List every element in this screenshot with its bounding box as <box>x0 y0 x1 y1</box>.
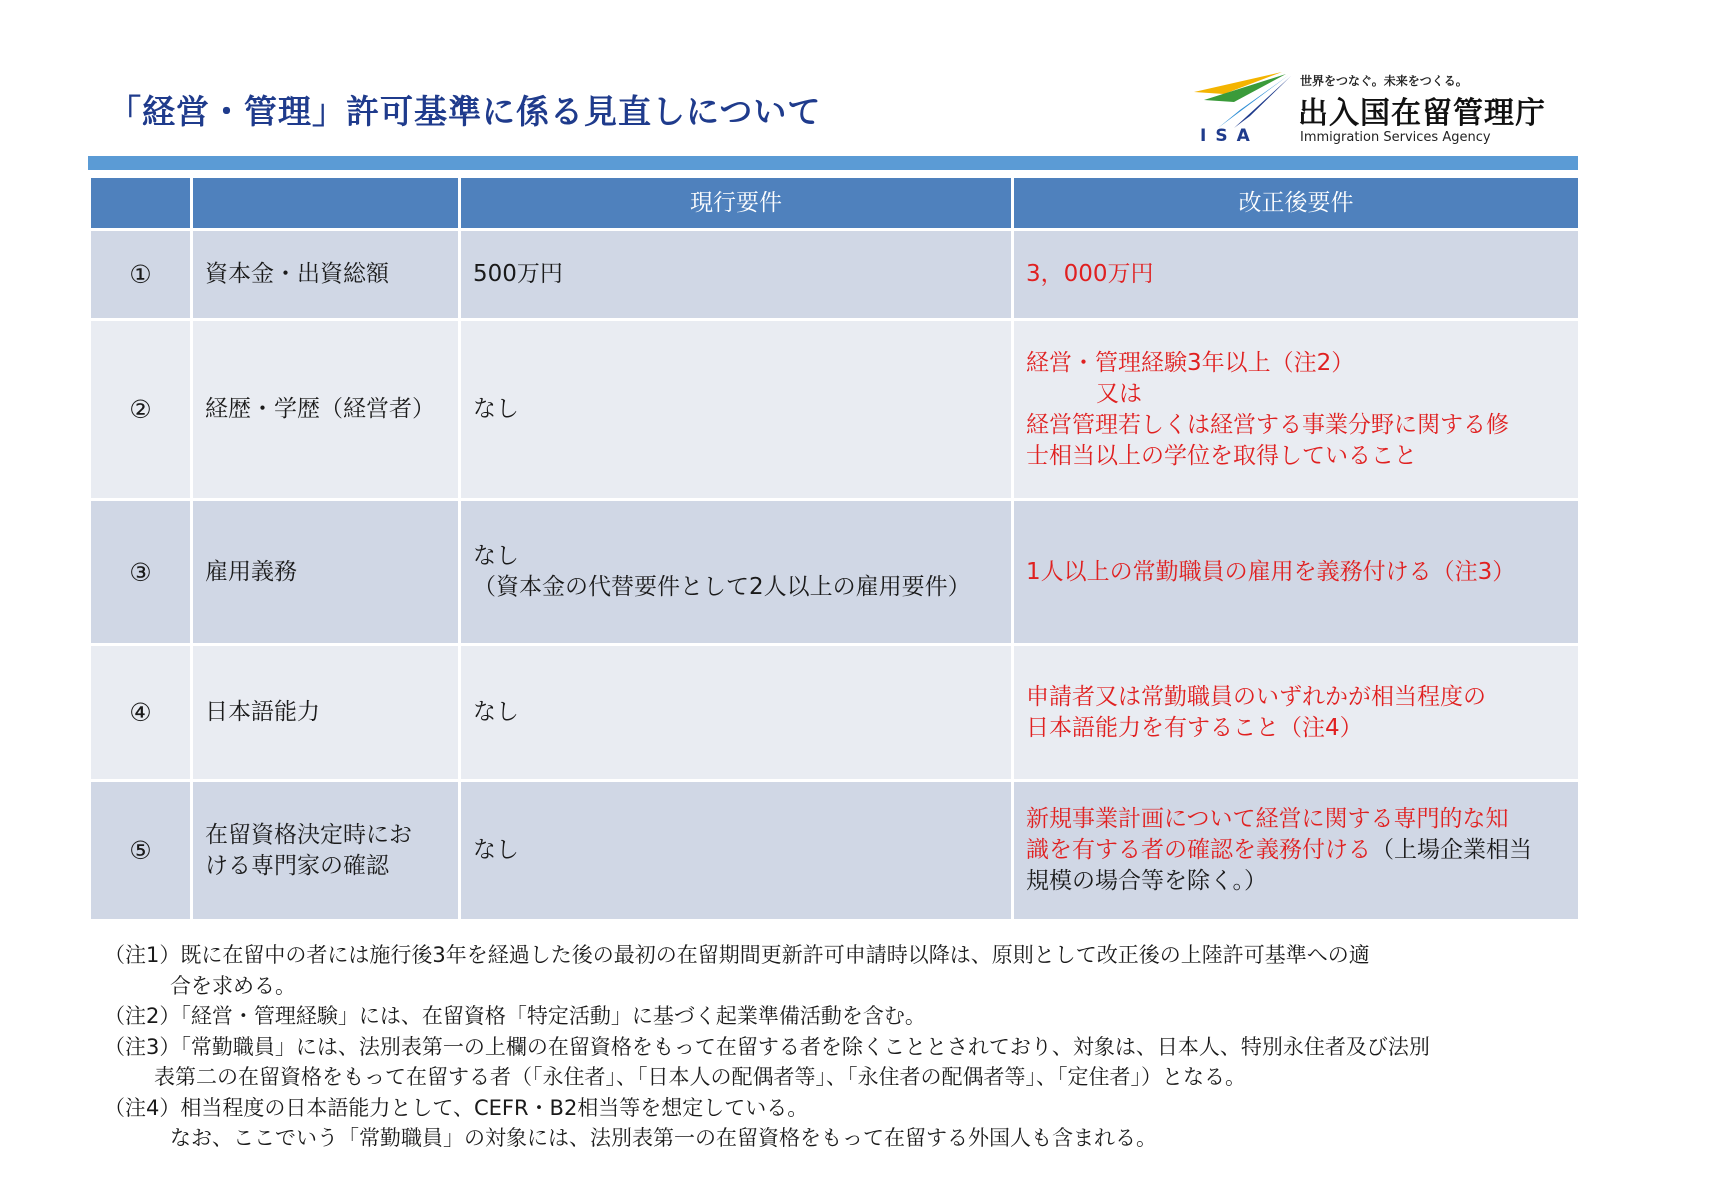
note-3: （注3）「常勤職員」には、法別表第一の上欄の在留資格をもって在留する者を除くこととされており、対象は、日本人、特別永住者及び法別 <box>104 1034 1430 1059</box>
requirements-table <box>88 175 1581 922</box>
note-1-cont: 合を求める。 <box>170 973 296 998</box>
footnotes <box>104 940 1584 1154</box>
row-current: なし <box>460 781 1013 921</box>
table-header-row <box>90 177 1580 230</box>
note-4: （注4）相当程度の日本語能力として、CEFR・B2相当等を想定している。 <box>104 1095 809 1120</box>
current-line: なし <box>473 543 519 569</box>
header-number <box>90 177 192 230</box>
row-revised <box>1013 500 1580 645</box>
item-line: 在留資格決定時にお <box>205 821 412 848</box>
revised-line: 識を有する者の確認を義務付ける <box>1026 837 1371 863</box>
revised-line: 士相当以上の学位を取得していること <box>1026 442 1417 469</box>
row-current <box>460 500 1013 645</box>
logo-tagline: 世界をつなぐ。未来をつくる。 <box>1300 74 1468 88</box>
revised-line: 申請者又は常勤職員のいずれかが相当程度の <box>1026 683 1486 710</box>
row-revised <box>1013 781 1580 921</box>
revised-line: 経営管理若しくは経営する事業分野に関する修 <box>1026 411 1509 438</box>
table-row <box>90 500 1580 645</box>
table-row <box>90 230 1580 320</box>
row-current: なし <box>460 320 1013 500</box>
row-number: ④ <box>90 645 192 781</box>
logo-abbr: ISA <box>1200 126 1259 146</box>
note-4-cont: なお、ここでいう「常勤職員」の対象には、法別表第一の在留資格をもって在留する外国人も含まれる。 <box>170 1126 1157 1150</box>
revised-line: 経営・管理経験3年以上（注2） <box>1026 349 1355 376</box>
row-number: ③ <box>90 500 192 645</box>
row-current: 500万円 <box>460 230 1013 320</box>
row-item <box>192 781 460 921</box>
table-row <box>90 645 1580 781</box>
revised-line: 日本語能力を有すること（注4） <box>1026 714 1363 741</box>
row-revised <box>1013 230 1580 320</box>
row-current: なし <box>460 645 1013 781</box>
revised-line: 又は <box>1096 380 1142 407</box>
row-number: ⑤ <box>90 781 192 921</box>
agency-name-en: Immigration Services Agency <box>1300 130 1491 145</box>
table-row <box>90 320 1580 500</box>
note-1: （注1）既に在留中の者には施行後3年を経過した後の最初の在留期間更新許可申請時以降は、原則として改正後の上陸許可基準への適 <box>104 943 1370 967</box>
item-line: ける専門家の確認 <box>205 852 389 879</box>
row-item: 雇用義務 <box>192 500 460 645</box>
row-item: 日本語能力 <box>192 645 460 781</box>
header-revised: 改正後要件 <box>1013 177 1580 230</box>
page-title: 「経営・管理」許可基準に係る見直しについて <box>108 92 822 131</box>
revised-line: 新規事業計画について経営に関する専門的な知 <box>1026 806 1509 832</box>
note-3-cont: 表第二の在留資格をもって在留する者（「永住者」、「日本人の配偶者等」、「永住者の配偶者等」、「定住者」）となる。 <box>154 1065 1246 1089</box>
agency-name-jp: 出入国在留管理庁 <box>1298 96 1546 131</box>
header-item <box>192 177 460 230</box>
revised-exception: （上場企業相当 <box>1371 837 1532 863</box>
row-revised <box>1013 645 1580 781</box>
row-number: ② <box>90 320 192 500</box>
isa-logo-icon <box>1194 72 1294 130</box>
agency-logo <box>1194 68 1594 148</box>
row-number: ① <box>90 230 192 320</box>
row-item: 経歴・学歴（経営者） <box>192 320 460 500</box>
revised-exception: 規模の場合等を除く。） <box>1026 868 1268 894</box>
revised-line: 1人以上の常勤職員の雇用を義務付ける（注3） <box>1026 558 1516 585</box>
title-divider <box>88 156 1578 170</box>
header-current: 現行要件 <box>460 177 1013 230</box>
row-item: 資本金・出資総額 <box>192 230 460 320</box>
row-revised <box>1013 320 1580 500</box>
note-2: （注2）「経営・管理経験」には、在留資格「特定活動」に基づく起業準備活動を含む。 <box>104 1004 926 1028</box>
current-line: （資本金の代替要件として2人以上の雇用要件） <box>473 574 971 600</box>
table-row <box>90 781 1580 921</box>
revised-line: 3，000万円 <box>1026 261 1154 287</box>
